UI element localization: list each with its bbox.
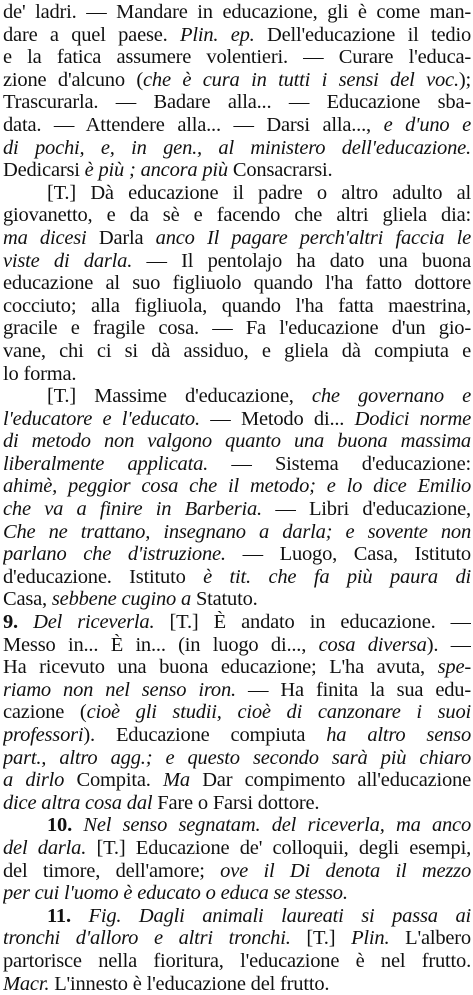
italic-text: Nel senso segnatam. del riceverla, ma anco bbox=[83, 814, 471, 837]
italic-text: cosa diversa bbox=[318, 633, 427, 656]
text-segment: ). — bbox=[426, 633, 471, 656]
text-segment: vane, chi ci si dà assiduo, e gliela dà compiuta e bbox=[3, 339, 471, 362]
text-segment: gracile e fragile cosa. — Fa l'educazione d'un gio- bbox=[3, 317, 471, 340]
text-line bbox=[3, 882, 471, 905]
text-line bbox=[3, 950, 471, 973]
italic-text: sebbene cugino a bbox=[51, 588, 192, 611]
text-segment: Compita. bbox=[64, 769, 163, 792]
text-line bbox=[3, 747, 471, 770]
text-line bbox=[3, 69, 471, 92]
text-line bbox=[3, 905, 471, 928]
text-line bbox=[3, 701, 471, 724]
text-line bbox=[3, 340, 471, 363]
text-line bbox=[3, 973, 471, 995]
text-segment: d'educazione. Istituto bbox=[3, 565, 204, 588]
italic-text: del darla. bbox=[3, 836, 87, 859]
italic-text: riamo non nel senso iron. bbox=[3, 678, 236, 701]
italic-text: Ma bbox=[162, 769, 190, 792]
text-line bbox=[3, 24, 471, 47]
text-line bbox=[3, 46, 471, 69]
text-segment: Fare o Farsi dottore. bbox=[152, 791, 320, 814]
italic-text: a dirlo bbox=[3, 769, 65, 792]
italic-text: Del riceverla. bbox=[33, 611, 155, 634]
text-line bbox=[3, 159, 471, 182]
text-line bbox=[3, 769, 471, 792]
text-segment: e la fatica assumere volentieri. — Curare l'educa- bbox=[3, 46, 471, 69]
italic-text: per cui l'uomo è educato o educa se stesso. bbox=[3, 882, 348, 905]
italic-text: liberalmente applicata. bbox=[3, 452, 209, 475]
italic-text: parlano che d'istruzione. bbox=[3, 543, 226, 566]
text-line bbox=[3, 204, 471, 227]
italic-text: di metodo non valgono quanto una buona massima bbox=[3, 430, 471, 453]
text-line bbox=[3, 137, 471, 160]
text-segment: — Ha finita la sua edu- bbox=[235, 678, 471, 701]
text-line bbox=[3, 927, 471, 950]
text-line bbox=[3, 724, 471, 747]
text-segment: Consacrarsi. bbox=[227, 159, 333, 182]
text-line bbox=[3, 543, 471, 566]
text-line bbox=[3, 679, 471, 702]
text-segment: Trascurarla. — Badare alla... — Educazione sba- bbox=[3, 91, 471, 114]
italic-text: dice altra cosa dal bbox=[3, 791, 153, 814]
text-line bbox=[3, 475, 471, 498]
italic-text: Fig. Dagli animali laureati si passa ai bbox=[88, 904, 471, 927]
text-line bbox=[3, 114, 471, 137]
text-segment: lo forma. bbox=[3, 362, 77, 385]
text-segment: ); bbox=[458, 68, 471, 91]
text-segment: cazione ( bbox=[3, 701, 87, 724]
text-line bbox=[3, 317, 471, 340]
text-line bbox=[3, 182, 471, 205]
italic-text: cioè gli studii, cioè di canzonare i suoi bbox=[86, 701, 471, 724]
text-segment: Ha ricevuto una buona educazione; L'ha avuta, bbox=[3, 656, 438, 679]
text-segment: del timore, dell'amore; bbox=[3, 859, 221, 882]
text-segment: zione d'alcuno ( bbox=[3, 68, 144, 91]
text-segment: data. — Attendere alla... — Darsi alla..., bbox=[3, 113, 384, 136]
text-segment: — Il pentolajo ha dato una buona bbox=[132, 249, 471, 272]
text-segment: — Luogo, Casa, Istituto bbox=[225, 543, 471, 566]
text-line bbox=[3, 611, 471, 634]
text-line bbox=[3, 521, 471, 544]
section-number: 11. bbox=[47, 904, 89, 927]
text-line bbox=[3, 91, 471, 114]
text-segment: [T.] Educazione de' colloquii, degli esempi, bbox=[86, 836, 471, 859]
text-line bbox=[3, 814, 471, 837]
text-line bbox=[3, 453, 471, 476]
text-line bbox=[3, 634, 471, 657]
italic-text: l'educatore e l'educato. bbox=[3, 407, 200, 430]
italic-text: che è cura in tutti i sensi del voc. bbox=[143, 68, 459, 91]
italic-text: Macr. bbox=[3, 972, 50, 995]
italic-text: Che ne trattano, insegnano a darla; e sovente non bbox=[3, 520, 471, 543]
text-segment: [T.] Dà educazione il padre o altro adulto al bbox=[47, 181, 471, 204]
text-segment: Dedicarsi bbox=[3, 159, 85, 182]
italic-text: anco Il pagare perch'altri faccia le bbox=[155, 226, 471, 249]
text-line bbox=[3, 295, 471, 318]
italic-text: tronchi d'alloro e altri tronchi. bbox=[3, 927, 291, 950]
text-line bbox=[3, 1, 471, 24]
italic-text: ahimè, peggior cosa che il metodo; e lo dice Emilio bbox=[3, 475, 471, 498]
text-line bbox=[3, 408, 471, 431]
italic-text: ma dicesi bbox=[3, 226, 87, 249]
italic-text: part., altro agg.; e questo secondo sarà più chiaro bbox=[3, 746, 471, 769]
italic-text: Plin. bbox=[351, 927, 390, 950]
italic-text: professori bbox=[3, 724, 84, 746]
text-segment: [T.] È andato in educazione. — bbox=[154, 611, 471, 634]
text-line bbox=[3, 566, 471, 589]
italic-text: Plin. ep. bbox=[180, 23, 255, 46]
italic-text: viste di darla. bbox=[3, 249, 133, 272]
italic-text: ha altro senso bbox=[326, 724, 471, 746]
text-line bbox=[3, 837, 471, 860]
section-number: 10. bbox=[47, 814, 84, 837]
italic-text: è più ; ancora più bbox=[84, 159, 228, 182]
text-segment: [T.] bbox=[290, 927, 352, 950]
italic-text: e d'uno e bbox=[383, 113, 471, 136]
text-segment: cocciuto; alla figliuola, quando l'ha fatta maestrina, bbox=[3, 294, 471, 317]
text-line bbox=[3, 272, 471, 295]
section-number: 9. bbox=[3, 611, 34, 634]
italic-text: ove il Di denota il mezzo bbox=[220, 859, 471, 882]
text-segment: — Sistema d'educazione: bbox=[208, 452, 471, 475]
text-segment: de' ladri. — Mandare in educazione, gli è come man- bbox=[3, 1, 471, 23]
text-segment: partorisce nella fioritura, l'educazione è nel frutto. bbox=[3, 949, 471, 972]
text-segment: Dell'educazione il tedio bbox=[254, 23, 471, 46]
italic-text: spe- bbox=[437, 656, 471, 679]
italic-text: Dodici norme bbox=[354, 407, 471, 430]
text-line bbox=[3, 588, 471, 611]
text-segment: Messo in... È in... (in luogo di..., bbox=[3, 633, 319, 656]
text-segment: educazione al suo figliuolo quando l'ha fatto dottore bbox=[3, 272, 471, 295]
text-segment: L'innesto è l'educazione del frutto. bbox=[49, 972, 330, 995]
text-line bbox=[3, 363, 471, 386]
italic-text: che governano e bbox=[311, 385, 471, 408]
text-segment: giovanetto, e da sè e facendo che altri gliela dia: bbox=[3, 204, 471, 227]
text-segment: Statuto. bbox=[191, 588, 258, 611]
text-line bbox=[3, 656, 471, 679]
text-segment: [T.] Massime d'educazione, bbox=[47, 385, 312, 408]
text-line bbox=[3, 430, 471, 453]
text-segment: Darla bbox=[86, 226, 156, 249]
text-line bbox=[3, 250, 471, 273]
italic-text: che va a finire in Barberia. bbox=[3, 498, 262, 521]
text-line bbox=[3, 792, 471, 815]
text-line bbox=[3, 860, 471, 883]
text-segment: L'albero bbox=[389, 927, 471, 950]
text-segment: dare a quel paese. bbox=[3, 23, 180, 46]
text-segment: Casa, bbox=[3, 588, 52, 611]
text-segment: — Metodo di... bbox=[199, 407, 355, 430]
text-segment: — Libri d'educazione, bbox=[261, 498, 471, 521]
text-line bbox=[3, 385, 471, 408]
italic-text: è tit. che fa più paura di bbox=[203, 565, 471, 588]
text-line bbox=[3, 227, 471, 250]
italic-text: di pochi, e, in gen., al ministero dell'educazione. bbox=[3, 136, 471, 159]
text-segment: ). Educazione compiuta bbox=[83, 724, 327, 746]
text-segment: Dar compimento all'educazione bbox=[189, 769, 471, 792]
text-line bbox=[3, 498, 471, 521]
